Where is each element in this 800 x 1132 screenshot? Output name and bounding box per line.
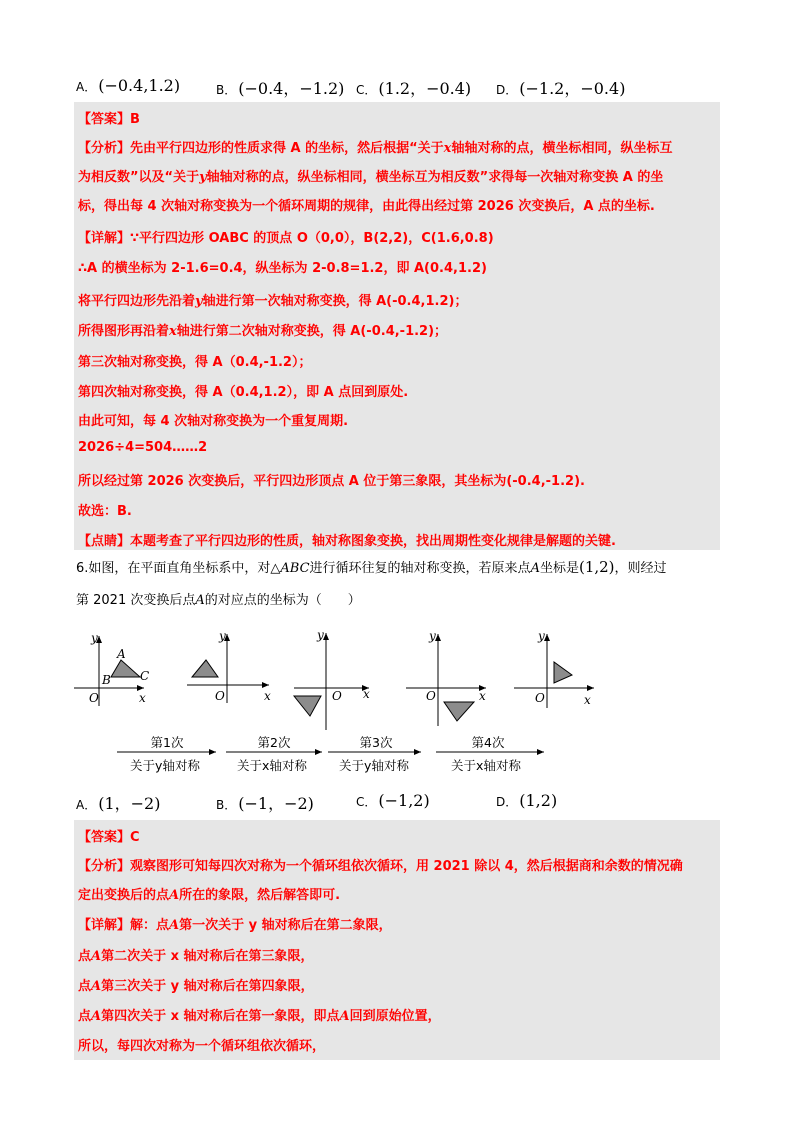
panel-5-origin-label: O [535,691,545,705]
q6-detail-line-1: 【详解】解：点A第一次关于 y 轴对称后在第二象限， [78,918,392,933]
label-point-b: B [102,673,111,687]
q6-solution-block [74,820,720,1060]
step-3-count: 第3次 [359,735,393,750]
q5-detail-line-4: 所得图形再沿着x轴进行第二次轴对称变换，得 A(-0.4,-1.2)； [78,324,448,339]
step-arrow-3 [328,735,421,773]
q6-option-c: C． (−1,2) [356,791,430,810]
q6-option-d: D． (1,2) [496,791,558,810]
step-arrow-1 [117,735,216,773]
label-point-c: C [140,669,150,683]
panel-3-x-label: x [363,687,370,701]
q5-answer: 【答案】B [78,112,140,127]
q6-option-b: B． (−1，−2) [216,794,314,813]
step-4-rule: 关于x轴对称 [451,758,521,773]
panel-4-y-label: y [429,629,436,643]
q5-detail-line-7: 由此可知，每 4 次轴对称变换为一个重复周期. [78,414,349,429]
step-2-rule: 关于x轴对称 [237,758,307,773]
panel-4-origin-label: O [426,689,436,703]
step-4-count: 第4次 [471,735,505,750]
panel-3-y-label: y [317,628,324,642]
panel-2-origin-label: O [215,689,225,703]
step-arrow-4 [436,735,544,773]
q6-detail-line-4: 点A第四次关于 x 轴对称后在第一象限，即点A回到原始位置， [78,1009,441,1024]
panel-5-y-label: y [538,629,545,643]
q5-detail-line-8: 2026÷4=504……2 [78,440,208,455]
panel-2-x-label: x [264,689,271,703]
q6-transformation-figure [74,628,591,778]
q6-stem-line-1: 6.如图，在平面直角坐标系中，对△ABC进行循环往复的轴对称变换，若原来点A坐标是(1,2)，则经过 [76,558,667,576]
q5-option-c: C． (1.2，−0.4) [356,79,472,98]
q5-choice: 故选：B. [78,504,132,519]
q6-answer: 【答案】C [78,830,140,845]
q5-options [76,76,726,104]
q5-analysis-line-2: 为相反数”以及“关于y轴轴对称的点，纵坐标相同，横坐标互为相反数”求得每一次轴对称变换 A 的坐 [78,170,664,185]
q5-detail-line-2: ∴A 的横坐标为 2-1.6=0.4，纵坐标为 2-0.8=1.2，即 A(0.4,1.2) [78,261,487,276]
q6-stem-line-2: 第 2021 次变换后点A的对应点的坐标为（ ） [76,593,361,608]
triangle-step-2 [294,696,321,716]
step-1-count: 第1次 [150,735,184,750]
q5-analysis-line-1: 【分析】先由平行四边形的性质求得 A 的坐标，然后根据“关于x轴轴对称的点，横坐标相同，纵坐标互 [78,141,673,156]
q6-options [76,791,726,819]
panel-step-3 [406,629,486,726]
panel-step-1 [187,629,271,703]
q5-analysis-line-3: 标，得出每 4 次轴对称变换为一个循环周期的规律，由此得出经过第 2026 次变换后，A 点的坐标. [78,199,655,214]
panel-1-origin-label: O [89,691,99,705]
step-arrow-2 [226,735,322,773]
q5-solution-block [74,102,720,550]
q6-detail-line-3: 点A第三次关于 y 轴对称后在第四象限， [78,979,314,994]
q5-detail-line-1: 【详解】∵平行四边形 OABC 的顶点 O（0,0），B(2,2)，C(1.6,0.8) [78,231,494,246]
panel-step-4 [514,629,594,708]
panel-1-x-label: x [139,691,146,705]
q6-analysis-line-1: 【分析】观察图形可知每四次对称为一个循环组依次循环，用 2021 除以 4，然后根据商和余数的情况确 [78,859,683,874]
q5-comment: 【点睛】本题考查了平行四边形的性质，轴对称图象变换，找出周期性变化规律是解题的关键. [78,534,616,549]
panel-2-y-label: y [219,629,226,643]
q5-detail-line-6: 第四次轴对称变换，得 A（0.4,1.2），即 A 点回到原处. [78,385,409,400]
q5-option-b: B． (−0.4，−1.2) [216,79,345,98]
q6-option-a: A． (1，−2) [76,794,161,813]
q5-option-d: D． (−1.2，−0.4) [496,79,626,98]
step-3-rule: 关于y轴对称 [339,758,409,773]
q5-option-a: A． (−0.4,1.2) [76,76,181,95]
q5-detail-line-5: 第三次轴对称变换，得 A（0.4,-1.2）； [78,355,312,370]
q5-detail-line-3: 将平行四边形先沿着y轴进行第一次轴对称变换，得 A(-0.4,1.2)； [78,294,468,309]
q6-detail-line-2: 点A第二次关于 x 轴对称后在第三象限， [78,949,314,964]
label-point-a: A [117,647,126,661]
panel-original [74,631,149,706]
panel-5-x-label: x [584,693,591,707]
step-1-rule: 关于y轴对称 [130,758,200,773]
q6-analysis-line-2: 定出变换后的点A所在的象限，然后解答即可. [78,888,341,903]
panel-1-y-label: y [91,631,98,645]
triangle-abc [111,660,140,677]
triangle-step-4 [554,662,572,683]
triangle-step-1 [192,660,218,677]
triangle-step-3 [444,702,474,721]
panel-3-origin-label: O [332,689,342,703]
panel-step-2 [294,628,370,730]
panel-4-x-label: x [479,689,486,703]
step-2-count: 第2次 [257,735,291,750]
q6-detail-line-5: 所以，每四次对称为一个循环组依次循环， [78,1039,326,1054]
q5-detail-line-9: 所以经过第 2026 次变换后，平行四边形顶点 A 位于第三象限，其坐标为(-0.4,-1.2). [78,474,585,489]
